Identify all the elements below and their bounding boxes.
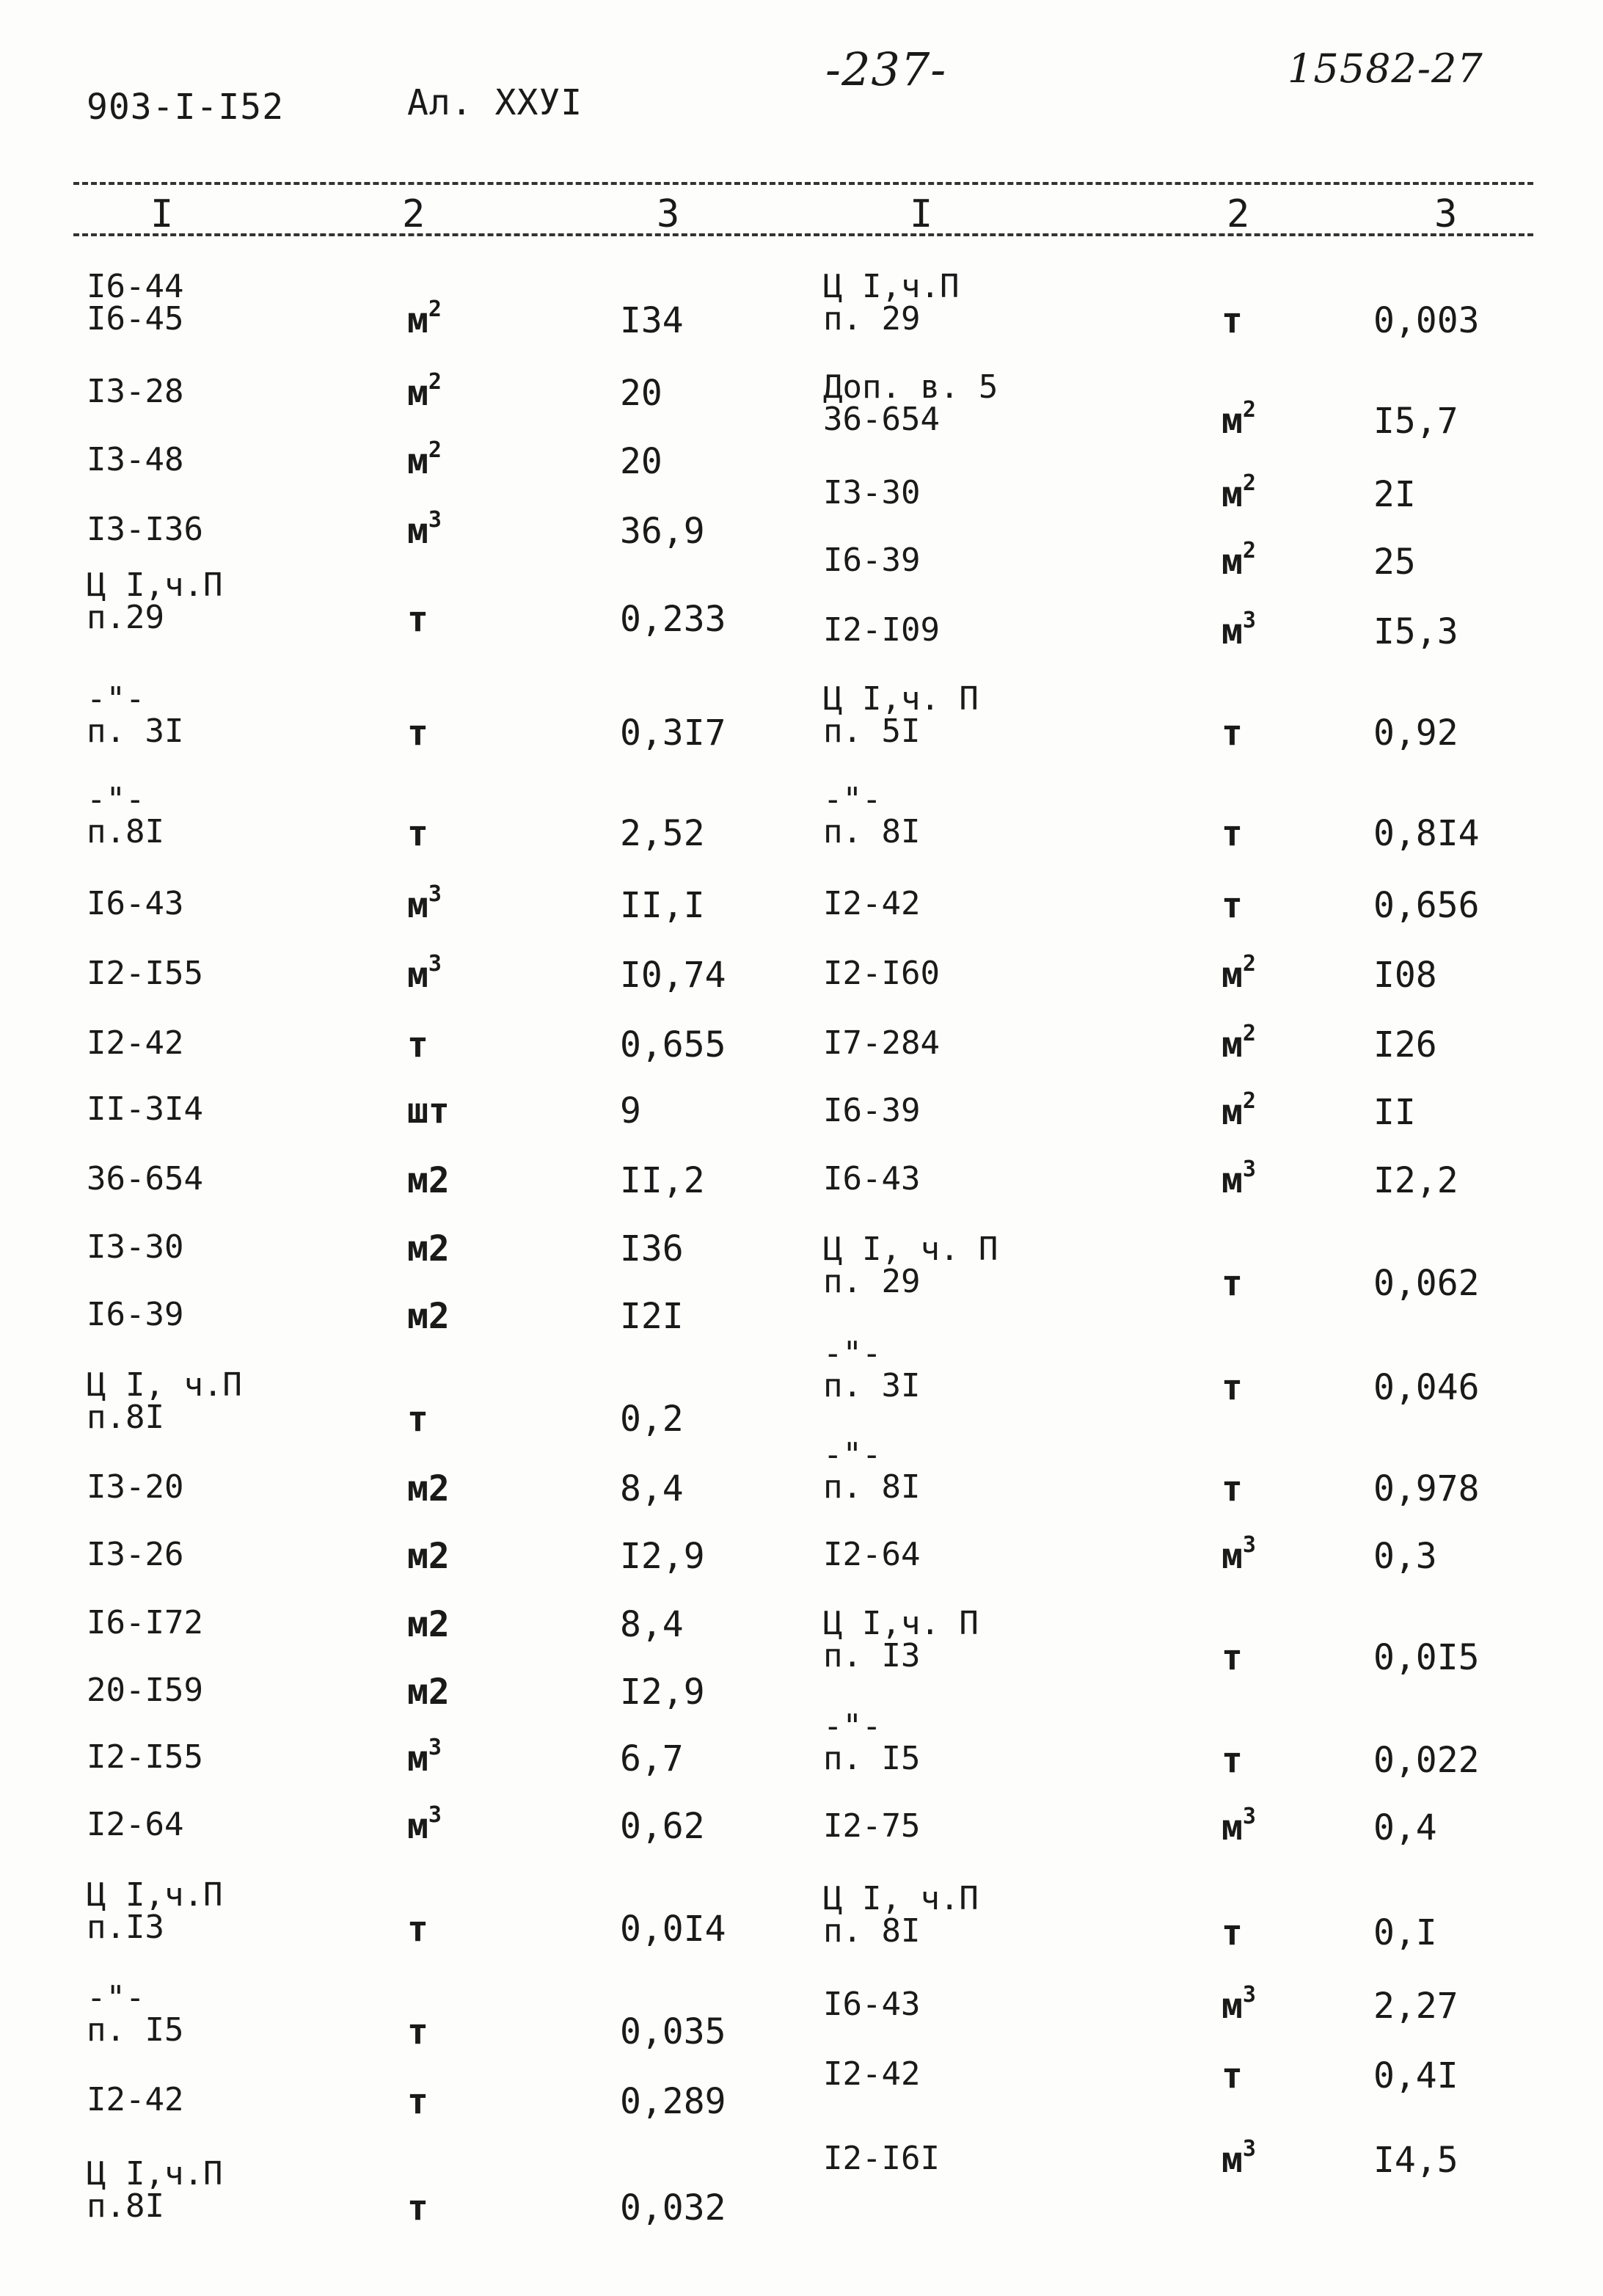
reference-line: I2-I55 bbox=[87, 1738, 203, 1776]
unit-text: м bbox=[407, 955, 428, 996]
left-row-4-unit bbox=[407, 507, 442, 552]
right-row-22-quantity: 0,4I bbox=[1373, 2055, 1458, 2096]
unit-text: м bbox=[1222, 2140, 1243, 2181]
unit-exponent: 3 bbox=[428, 951, 442, 977]
unit-exponent: 2 bbox=[1242, 951, 1256, 977]
unit-text: м bbox=[1222, 1986, 1243, 2027]
right-row-16-quantity: 0,3 bbox=[1373, 1536, 1437, 1577]
left-row-2-quantity: 20 bbox=[620, 373, 662, 414]
left-row-15-unit bbox=[407, 1399, 428, 1440]
reference-line: I2-I60 bbox=[823, 955, 940, 992]
right-row-11-unit bbox=[1222, 1088, 1256, 1133]
reference-line: I2-42 bbox=[87, 1024, 184, 1062]
left-row-20-reference bbox=[87, 1738, 203, 1776]
right-row-15-reference bbox=[823, 1436, 921, 1506]
reference-line: I6-43 bbox=[87, 885, 184, 922]
unit-exponent: 3 bbox=[1242, 1156, 1256, 1182]
left-row-14-unit bbox=[407, 1296, 450, 1337]
column-header-3-left: 3 bbox=[657, 192, 680, 236]
left-row-9-reference bbox=[87, 955, 203, 992]
unit-text: м2 bbox=[407, 1604, 450, 1645]
reference-line: п. 8I bbox=[823, 1468, 921, 1506]
left-row-7-quantity: 2,52 bbox=[620, 813, 705, 854]
page-number: -237- bbox=[825, 43, 947, 96]
right-row-6-quantity: 0,92 bbox=[1373, 713, 1458, 754]
reference-line: Ц I, ч.П bbox=[823, 1880, 979, 1917]
unit-text: т bbox=[407, 813, 428, 854]
unit-text: м bbox=[407, 373, 428, 414]
left-row-11-reference bbox=[87, 1090, 203, 1128]
left-row-10-unit bbox=[407, 1024, 428, 1065]
right-row-1-quantity: 0,003 bbox=[1373, 300, 1480, 341]
left-row-8-reference bbox=[87, 885, 184, 922]
right-row-14-reference bbox=[823, 1335, 921, 1404]
unit-exponent: 3 bbox=[1242, 608, 1256, 633]
unit-text: т bbox=[1222, 1637, 1243, 1678]
unit-text: т bbox=[1222, 1468, 1243, 1509]
right-row-10-unit bbox=[1222, 1021, 1256, 1065]
unit-text: т bbox=[407, 599, 428, 640]
reference-line: I3-I36 bbox=[87, 511, 203, 548]
unit-text: т bbox=[1222, 1263, 1243, 1304]
right-row-19-unit bbox=[1222, 1804, 1256, 1848]
reference-line: II-3I4 bbox=[87, 1090, 203, 1128]
unit-text: м2 bbox=[407, 1468, 450, 1509]
unit-text: м2 bbox=[407, 1296, 450, 1337]
unit-exponent: 3 bbox=[428, 1735, 442, 1760]
unit-exponent: 2 bbox=[428, 437, 442, 463]
left-row-18-reference bbox=[87, 1604, 203, 1641]
reference-line: -"- bbox=[823, 1436, 882, 1473]
right-row-11-quantity: II bbox=[1373, 1092, 1416, 1133]
left-row-15-reference bbox=[87, 1366, 242, 1436]
reference-line: Доп. в. 5 bbox=[823, 368, 998, 406]
unit-exponent: 2 bbox=[1242, 1021, 1256, 1046]
document-number: 15582-27 bbox=[1288, 45, 1483, 92]
left-row-7-unit bbox=[407, 813, 428, 854]
right-row-9-reference bbox=[823, 955, 940, 992]
right-row-4-reference bbox=[823, 544, 920, 577]
left-row-6-reference bbox=[87, 680, 184, 750]
unit-text: м2 bbox=[407, 1536, 450, 1577]
reference-line: I2-42 bbox=[87, 2081, 184, 2118]
right-row-3-unit bbox=[1222, 470, 1256, 515]
right-row-21-quantity: 2,27 bbox=[1373, 1986, 1458, 2027]
reference-line: I2-I55 bbox=[87, 955, 203, 992]
left-row-22-quantity: 0,0I4 bbox=[620, 1909, 726, 1950]
left-row-2-unit bbox=[407, 369, 442, 414]
right-row-18-quantity: 0,022 bbox=[1373, 1740, 1480, 1781]
unit-text: т bbox=[407, 2011, 428, 2052]
reference-line: 20-I59 bbox=[87, 1672, 203, 1709]
left-row-4-quantity: 36,9 bbox=[620, 511, 705, 552]
album-number: Ал. ХХУI bbox=[407, 82, 583, 123]
left-row-18-quantity: 8,4 bbox=[620, 1604, 684, 1645]
right-row-5-reference bbox=[823, 611, 940, 649]
reference-line: I2-75 bbox=[823, 1807, 921, 1845]
unit-text: м bbox=[407, 300, 428, 341]
reference-line: п.8I bbox=[87, 813, 164, 850]
left-row-18-unit bbox=[407, 1604, 450, 1645]
right-row-23-reference bbox=[823, 2140, 940, 2177]
left-row-6-unit bbox=[407, 713, 428, 754]
left-row-14-reference bbox=[87, 1296, 184, 1333]
reference-line: п. I3 bbox=[823, 1637, 921, 1674]
right-row-1-unit bbox=[1222, 300, 1243, 341]
header-rule-top bbox=[73, 182, 1533, 185]
unit-text: т bbox=[1222, 1740, 1243, 1781]
unit-text: м bbox=[1222, 474, 1243, 515]
right-row-2-unit bbox=[1222, 397, 1256, 442]
unit-text: т bbox=[1222, 813, 1243, 854]
unit-text: т bbox=[1222, 1367, 1243, 1408]
reference-line: Ц I,ч.П bbox=[87, 566, 223, 604]
reference-line: I3-26 bbox=[87, 1536, 184, 1573]
unit-exponent: 3 bbox=[428, 881, 442, 907]
reference-line: п.I3 bbox=[87, 1909, 164, 1946]
right-row-20-reference bbox=[823, 1880, 979, 1950]
unit-text: т bbox=[1222, 713, 1243, 754]
column-header-3-right: 3 bbox=[1434, 192, 1458, 236]
left-row-15-quantity: 0,2 bbox=[620, 1399, 684, 1440]
left-row-19-reference bbox=[87, 1674, 203, 1707]
unit-text: м bbox=[407, 1738, 428, 1779]
left-row-2-reference bbox=[87, 373, 184, 410]
left-row-1-unit bbox=[407, 296, 442, 341]
reference-line: п. 8I bbox=[823, 813, 921, 850]
reference-line: I3-48 bbox=[87, 441, 184, 478]
reference-line: I3-28 bbox=[87, 373, 184, 410]
right-row-2-quantity: I5,7 bbox=[1373, 401, 1458, 442]
reference-line: -"- bbox=[823, 1335, 882, 1372]
reference-line: п. I5 bbox=[87, 2011, 184, 2049]
right-row-21-unit bbox=[1222, 1982, 1256, 2027]
unit-exponent: 2 bbox=[1242, 538, 1256, 564]
reference-line: I2-42 bbox=[823, 2055, 921, 2093]
reference-line: п.8I bbox=[87, 2187, 164, 2225]
right-row-8-reference bbox=[823, 885, 921, 922]
right-row-4-quantity: 25 bbox=[1373, 542, 1416, 583]
right-row-8-quantity: 0,656 bbox=[1373, 885, 1480, 926]
right-row-16-unit bbox=[1222, 1532, 1256, 1577]
unit-text: м bbox=[1222, 1160, 1243, 1201]
column-header-2-right: 2 bbox=[1227, 192, 1250, 236]
unit-text: м bbox=[1222, 1536, 1243, 1577]
left-row-17-reference bbox=[87, 1536, 184, 1573]
unit-exponent: 2 bbox=[428, 369, 442, 395]
left-row-24-quantity: 0,289 bbox=[620, 2081, 726, 2122]
reference-line: I2-64 bbox=[87, 1806, 184, 1843]
reference-line: I6-45 bbox=[87, 300, 184, 338]
reference-line: I3-20 bbox=[87, 1468, 184, 1506]
right-row-19-reference bbox=[823, 1807, 921, 1845]
unit-text: м bbox=[1222, 1024, 1243, 1065]
right-row-15-quantity: 0,978 bbox=[1373, 1468, 1480, 1509]
left-row-16-unit bbox=[407, 1468, 450, 1509]
reference-line: I2-64 bbox=[823, 1536, 921, 1573]
left-row-25-quantity: 0,032 bbox=[620, 2187, 726, 2228]
left-row-21-quantity: 0,62 bbox=[620, 1806, 705, 1847]
unit-exponent: 3 bbox=[428, 507, 442, 533]
column-header-1-left: I bbox=[150, 192, 174, 236]
unit-text: т bbox=[407, 1399, 428, 1440]
right-row-21-reference bbox=[823, 1986, 921, 2023]
right-row-5-unit bbox=[1222, 608, 1256, 652]
left-row-9-unit bbox=[407, 951, 442, 996]
unit-exponent: 2 bbox=[428, 296, 442, 322]
left-row-13-unit bbox=[407, 1228, 450, 1269]
right-row-12-quantity: I2,2 bbox=[1373, 1160, 1458, 1201]
unit-text: м2 bbox=[407, 1160, 450, 1201]
unit-exponent: 2 bbox=[1242, 470, 1256, 496]
reference-line: Ц I,ч.П bbox=[87, 1876, 223, 1914]
unit-text: т bbox=[407, 2081, 428, 2122]
left-row-5-reference bbox=[87, 566, 223, 636]
right-row-14-unit bbox=[1222, 1367, 1243, 1408]
left-row-24-unit bbox=[407, 2081, 428, 2122]
left-row-8-quantity: II,I bbox=[620, 885, 705, 926]
right-row-7-reference bbox=[823, 781, 921, 850]
unit-text: т bbox=[407, 713, 428, 754]
reference-line: п.8I bbox=[87, 1399, 164, 1436]
reference-line: I2-I09 bbox=[823, 611, 940, 649]
reference-line: -"- bbox=[87, 680, 145, 718]
reference-line: п. 3I bbox=[823, 1367, 921, 1404]
reference-line: Ц I, ч.П bbox=[87, 1366, 242, 1404]
reference-line: п. 8I bbox=[823, 1912, 921, 1950]
unit-text: шт bbox=[407, 1090, 450, 1131]
unit-text: м bbox=[407, 885, 428, 926]
reference-line: I6-39 bbox=[823, 542, 921, 579]
left-row-4-reference bbox=[87, 511, 203, 548]
reference-line: I6-44 bbox=[87, 268, 184, 305]
right-row-12-unit bbox=[1222, 1156, 1256, 1201]
unit-exponent: 3 bbox=[1242, 1804, 1256, 1829]
reference-line: -"- bbox=[823, 781, 882, 818]
left-row-23-reference bbox=[87, 1979, 184, 2049]
reference-line: 36-654 bbox=[87, 1160, 203, 1198]
unit-text: м bbox=[1222, 955, 1243, 996]
right-row-23-quantity: I4,5 bbox=[1373, 2140, 1458, 2181]
left-row-10-quantity: 0,655 bbox=[620, 1024, 726, 1065]
left-row-19-quantity: I2,9 bbox=[620, 1672, 705, 1713]
left-row-23-unit bbox=[407, 2011, 428, 2052]
right-row-3-quantity: 2I bbox=[1373, 474, 1416, 515]
unit-text: м bbox=[1222, 1807, 1243, 1848]
left-row-16-reference bbox=[87, 1468, 184, 1506]
left-row-21-reference bbox=[87, 1806, 184, 1843]
right-row-10-quantity: I26 bbox=[1373, 1024, 1437, 1065]
left-row-22-reference bbox=[87, 1876, 223, 1946]
reference-line: п. 5I bbox=[823, 713, 921, 750]
right-row-9-quantity: I08 bbox=[1373, 955, 1437, 996]
reference-line: I7-284 bbox=[823, 1024, 940, 1062]
right-row-18-reference bbox=[823, 1710, 920, 1775]
left-row-5-quantity: 0,233 bbox=[620, 599, 726, 640]
reference-line: I6-43 bbox=[823, 1160, 921, 1198]
left-row-17-quantity: I2,9 bbox=[620, 1536, 705, 1577]
right-row-7-unit bbox=[1222, 813, 1243, 854]
unit-text: т bbox=[1222, 2055, 1243, 2096]
unit-text: т bbox=[407, 2187, 428, 2228]
reference-line: I2-I6I bbox=[823, 2140, 940, 2177]
left-row-11-unit bbox=[407, 1090, 450, 1131]
reference-line: п.29 bbox=[87, 599, 164, 636]
right-row-13-reference bbox=[823, 1233, 998, 1298]
unit-exponent: 3 bbox=[1242, 1982, 1256, 2008]
left-row-19-unit bbox=[407, 1672, 450, 1713]
reference-line: I6-39 bbox=[87, 1296, 184, 1333]
right-row-17-unit bbox=[1222, 1637, 1243, 1678]
reference-line: I6-43 bbox=[823, 1986, 921, 2023]
left-row-7-reference bbox=[87, 781, 164, 850]
reference-line: -"- bbox=[87, 1979, 145, 2016]
right-row-19-quantity: 0,4 bbox=[1373, 1807, 1437, 1848]
left-row-3-unit bbox=[407, 437, 442, 482]
left-row-17-unit bbox=[407, 1536, 450, 1577]
reference-line: Ц I,ч. П bbox=[823, 1605, 979, 1642]
left-row-3-reference bbox=[87, 441, 184, 478]
right-row-1-reference bbox=[823, 268, 960, 338]
reference-line: I3-30 bbox=[823, 474, 921, 511]
reference-line: Ц I,ч.П bbox=[87, 2155, 223, 2193]
right-row-14-quantity: 0,046 bbox=[1373, 1367, 1480, 1408]
reference-line: п. 3I bbox=[87, 713, 184, 750]
left-row-12-reference bbox=[87, 1160, 203, 1198]
reference-line: 36-654 bbox=[823, 401, 940, 438]
left-row-23-quantity: 0,035 bbox=[620, 2011, 726, 2052]
left-row-16-quantity: 8,4 bbox=[620, 1468, 684, 1509]
reference-line: п. 29 bbox=[823, 300, 921, 338]
left-row-1-quantity: I34 bbox=[620, 300, 684, 341]
left-row-20-unit bbox=[407, 1735, 442, 1779]
left-row-21-unit bbox=[407, 1802, 442, 1847]
left-row-9-quantity: I0,74 bbox=[620, 955, 726, 996]
right-row-13-quantity: 0,062 bbox=[1373, 1263, 1480, 1304]
left-row-13-quantity: I36 bbox=[620, 1228, 684, 1269]
left-row-12-unit bbox=[407, 1160, 450, 1201]
reference-line: -"- bbox=[87, 781, 145, 818]
column-header-2-left: 2 bbox=[402, 192, 426, 236]
reference-line: I2-42 bbox=[823, 885, 921, 922]
left-row-6-quantity: 0,3I7 bbox=[620, 713, 726, 754]
right-row-9-unit bbox=[1222, 951, 1256, 996]
unit-text: м bbox=[1222, 401, 1243, 442]
reference-line: I6-I72 bbox=[87, 1604, 203, 1641]
right-row-11-reference bbox=[823, 1092, 921, 1129]
right-row-10-reference bbox=[823, 1024, 940, 1062]
right-row-17-reference bbox=[823, 1605, 979, 1674]
right-row-22-unit bbox=[1222, 2055, 1243, 2096]
reference-line: I3-30 bbox=[87, 1228, 184, 1266]
unit-text: м2 bbox=[407, 1228, 450, 1269]
left-row-25-reference bbox=[87, 2155, 223, 2225]
right-row-20-quantity: 0,I bbox=[1373, 1912, 1437, 1953]
left-row-20-quantity: 6,7 bbox=[620, 1738, 684, 1779]
unit-exponent: 2 bbox=[1242, 397, 1256, 423]
reference-line: -"- bbox=[823, 1708, 882, 1745]
left-row-22-unit bbox=[407, 1909, 428, 1950]
unit-text: м2 bbox=[407, 1672, 450, 1713]
unit-exponent: 3 bbox=[1242, 2136, 1256, 2162]
right-row-3-reference bbox=[823, 474, 921, 511]
right-row-17-quantity: 0,0I5 bbox=[1373, 1637, 1480, 1678]
right-row-20-unit bbox=[1222, 1912, 1243, 1953]
right-row-6-reference bbox=[823, 680, 979, 750]
unit-text: м bbox=[407, 441, 428, 482]
unit-text: м bbox=[407, 511, 428, 552]
right-row-16-reference bbox=[823, 1536, 921, 1573]
unit-exponent: 2 bbox=[1242, 1088, 1256, 1114]
right-row-5-quantity: I5,3 bbox=[1373, 611, 1458, 652]
left-row-3-quantity: 20 bbox=[620, 441, 662, 482]
right-row-23-unit bbox=[1222, 2136, 1256, 2181]
reference-line: п. 29 bbox=[823, 1263, 921, 1300]
left-row-5-unit bbox=[407, 599, 428, 640]
left-row-1-reference bbox=[87, 268, 184, 338]
unit-text: т bbox=[1222, 1912, 1243, 1953]
right-row-4-unit bbox=[1222, 538, 1256, 583]
right-row-12-reference bbox=[823, 1160, 921, 1198]
document-code: 903-I-I52 bbox=[87, 87, 285, 128]
right-row-22-reference bbox=[823, 2055, 921, 2093]
unit-text: м bbox=[407, 1806, 428, 1847]
unit-exponent: 3 bbox=[428, 1802, 442, 1828]
left-row-10-reference bbox=[87, 1024, 184, 1062]
left-row-24-reference bbox=[87, 2081, 184, 2118]
unit-text: т bbox=[407, 1909, 428, 1950]
unit-text: м bbox=[1222, 611, 1243, 652]
left-row-11-quantity: 9 bbox=[620, 1090, 641, 1131]
right-row-15-unit bbox=[1222, 1468, 1243, 1509]
reference-line: п. I5 bbox=[823, 1740, 921, 1777]
left-row-13-reference bbox=[87, 1228, 184, 1266]
right-row-6-unit bbox=[1222, 713, 1243, 754]
right-row-18-unit bbox=[1222, 1740, 1243, 1781]
unit-exponent: 3 bbox=[1242, 1532, 1256, 1558]
left-row-14-quantity: I2I bbox=[620, 1296, 684, 1337]
left-row-8-unit bbox=[407, 881, 442, 926]
unit-text: м bbox=[1222, 542, 1243, 583]
right-row-7-quantity: 0,8I4 bbox=[1373, 813, 1480, 854]
reference-line: I6-39 bbox=[823, 1092, 921, 1129]
column-header-1-right: I bbox=[910, 192, 933, 236]
unit-text: т bbox=[407, 1024, 428, 1065]
reference-line: Ц I,ч.П bbox=[823, 268, 960, 305]
reference-line: Ц I,ч. П bbox=[823, 680, 979, 718]
right-row-13-unit bbox=[1222, 1263, 1243, 1304]
left-row-12-quantity: II,2 bbox=[620, 1160, 705, 1201]
right-row-8-unit bbox=[1222, 885, 1243, 926]
right-row-2-reference bbox=[823, 368, 998, 438]
header-rule-bottom bbox=[73, 233, 1533, 236]
unit-text: т bbox=[1222, 885, 1243, 926]
reference-line: Ц I, ч. П bbox=[823, 1231, 998, 1268]
left-row-25-unit bbox=[407, 2187, 428, 2228]
unit-text: т bbox=[1222, 300, 1243, 341]
unit-text: м bbox=[1222, 1092, 1243, 1133]
